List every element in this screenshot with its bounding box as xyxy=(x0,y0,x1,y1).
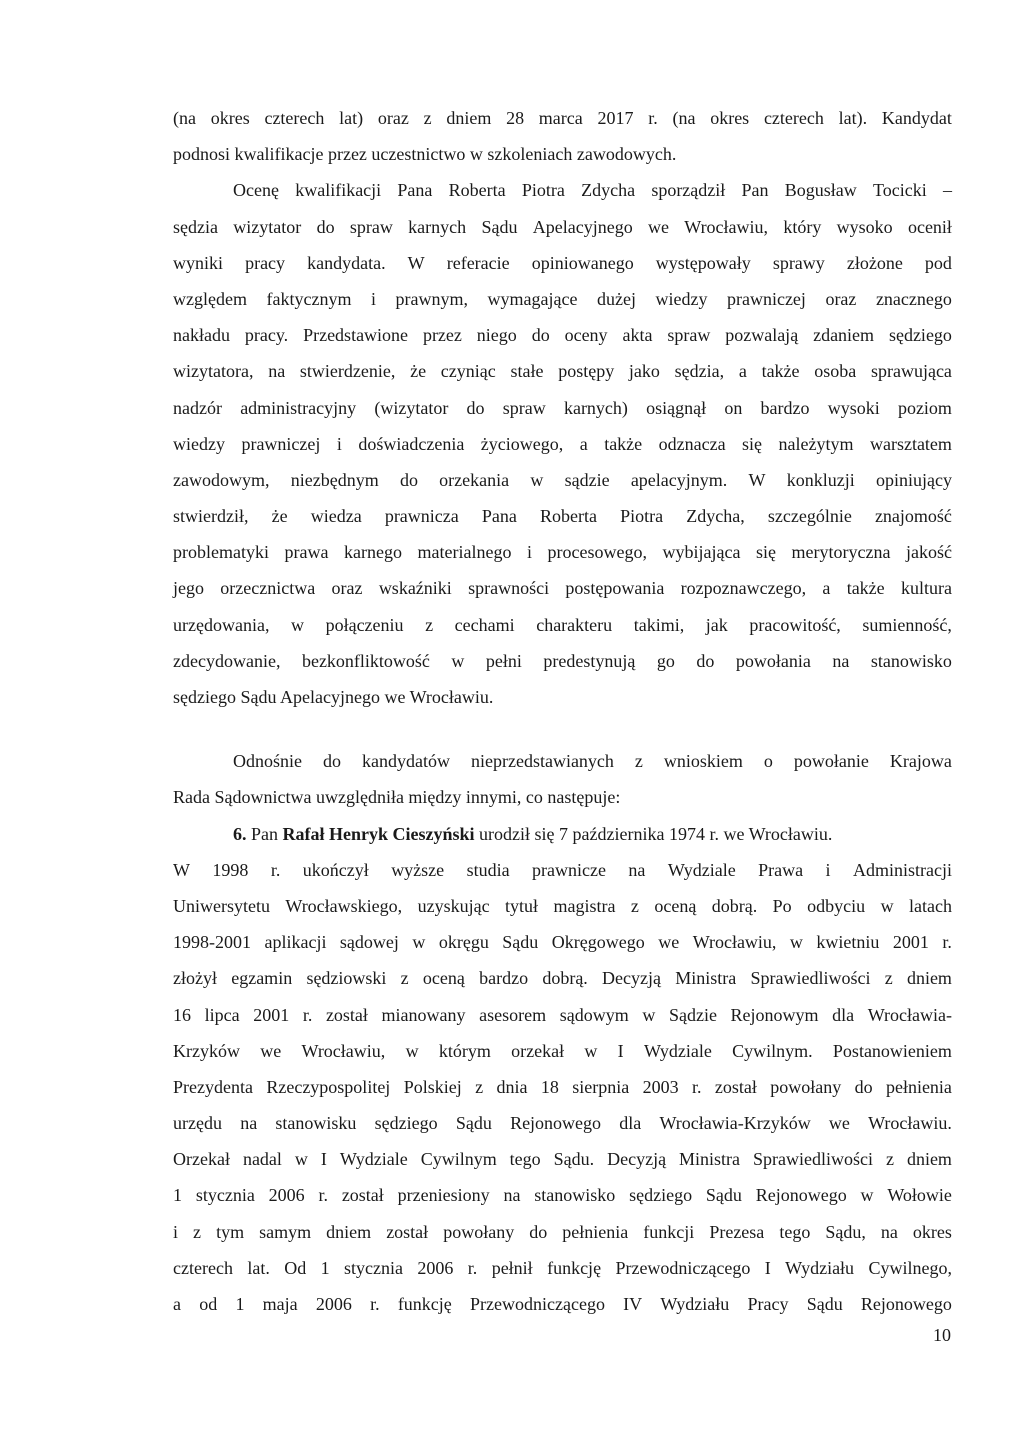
text-line: 16 lipca 2001 r. został mianowany asesorem sądowym w Sądzie Rejonowym dla Wrocławia- xyxy=(173,1004,952,1025)
text-line: nadzór administracyjny (wizytator do spraw karnych) osiągnął on bardzo wysoki poziom xyxy=(173,397,952,418)
text-line: urzędowania, w połączeniu z cechami charakteru takimi, jak pracowitość, sumienność, xyxy=(173,614,952,635)
text-line: wizytatora, na stwierdzenie, że czyniąc stałe postępy jako sędzia, a także osoba sprawująca xyxy=(173,361,952,382)
text-line: wiedzy prawniczej i doświadczenia życiowego, a także odznacza się należytym warsztatem xyxy=(173,433,952,454)
text-line: wyniki pracy kandydata. W referacie opiniowanego występowały sprawy złożone pod xyxy=(173,252,952,273)
text-line: Odnośnie do kandydatów nieprzedstawianych z wnioskiem o powołanie Krajowa xyxy=(233,751,952,772)
paragraph-evaluation xyxy=(173,172,952,715)
text-line: Orzekał nadal w I Wydziale Cywilnym tego Sądu. Decyzją Ministra Sprawiedliwości z dniem xyxy=(173,1149,952,1170)
text-line: podnosi kwalifikacje przez uczestnictwo w szkoleniach zawodowych. xyxy=(173,144,677,165)
text-line: względem faktycznym i prawnym, wymagające dużej wiedzy prawniczej oraz znacznego xyxy=(173,288,952,309)
text-line: Ocenę kwalifikacji Pana Roberta Piotra Zdycha sporządził Pan Bogusław Tocicki – xyxy=(233,180,952,201)
text-line: a od 1 maja 2006 r. funkcję Przewodniczącego IV Wydziału Pracy Sądu Rejonowego xyxy=(173,1294,952,1314)
candidate-name: Rafał Henryk Cieszyński xyxy=(282,823,475,844)
text-line: i z tym samym dniem został powołany do pełnienia funkcji Prezesa tego Sądu, na okres xyxy=(173,1221,952,1242)
text-line: Uniwersytetu Wrocławskiego, uzyskując tytuł magistra z oceną dobrą. Po odbyciu w latach xyxy=(173,895,952,916)
text-line: 1 stycznia 2006 r. został przeniesiony na stanowisko sędziego Sądu Rejonowego w Wołowie xyxy=(173,1185,952,1206)
text-line: Prezydenta Rzeczypospolitej Polskiej z dnia 18 sierpnia 2003 r. został powołany do pełnienia xyxy=(173,1076,952,1097)
text-line: 1998-2001 aplikacji sądowej w okręgu Sądu Okręgowego we Wrocławiu, w kwietniu 2001 r. xyxy=(173,932,952,953)
text-line: nakładu pracy. Przedstawione przez niego do oceny akta spraw pozwalają zdaniem sędziego xyxy=(173,325,952,346)
text-line: problematyki prawa karnego materialnego i procesowego, wybijająca się merytoryczna jakość xyxy=(173,542,952,563)
candidate-birth: urodził się 7 października 1974 r. we Wrocławiu. xyxy=(479,823,833,844)
text-line: (na okres czterech lat) oraz z dniem 28 marca 2017 r. (na okres czterech lat). Kandydat xyxy=(173,108,952,128)
paragraph-continuation xyxy=(173,100,952,172)
paragraph-intro xyxy=(173,743,952,815)
text-line: stwierdził, że wiedza prawnicza Pana Roberta Piotra Zdycha, szczególnie znajomość xyxy=(173,506,952,527)
page-number: 10 xyxy=(933,1325,951,1345)
document-page xyxy=(173,100,952,1322)
text-line: W 1998 r. ukończył wyższe studia prawnicze na Wydziale Prawa i Administracji xyxy=(173,859,952,880)
text-line: zawodowym, niezbędnym do orzekania w sądzie apelacyjnym. W konkluzji opiniujący xyxy=(173,469,952,490)
text-line: Krzyków we Wrocławiu, w którym orzekał w I Wydziale Cywilnym. Postanowieniem xyxy=(173,1040,952,1061)
paragraph-gap xyxy=(173,715,952,743)
candidate-heading-line xyxy=(173,816,952,852)
text-line: urzędu na stanowisku sędziego Sądu Rejonowego dla Wrocławia-Krzyków we Wrocławiu. xyxy=(173,1113,952,1134)
text-line: złożył egzamin sędziowski z oceną bardzo dobrą. Decyzją Ministra Sprawiedliwości z dniem xyxy=(173,968,952,989)
candidate-number: 6. Pan Rafał Henryk Cieszyński urodził się 7 października 1974 r. we Wrocławiu. xyxy=(233,823,833,844)
paragraph-candidate xyxy=(173,816,952,1323)
text-line: jego orzecznictwa oraz wskaźniki sprawności postępowania rozpoznawczego, a także kultura xyxy=(173,578,952,599)
text-line: zdecydowanie, bezkonfliktowość w pełni predestynują go do powołania na stanowisko xyxy=(173,650,952,671)
text-line: sędzia wizytator do spraw karnych Sądu Apelacyjnego we Wrocławiu, który wysoko ocenił xyxy=(173,216,952,237)
text-line: czterech lat. Od 1 stycznia 2006 r. pełnił funkcję Przewodniczącego I Wydziału Cywilnego, xyxy=(173,1257,952,1278)
text-line: sędziego Sądu Apelacyjnego we Wrocławiu. xyxy=(173,687,494,707)
text-line: Rada Sądownictwa uwzględniła między innymi, co następuje: xyxy=(173,787,621,808)
